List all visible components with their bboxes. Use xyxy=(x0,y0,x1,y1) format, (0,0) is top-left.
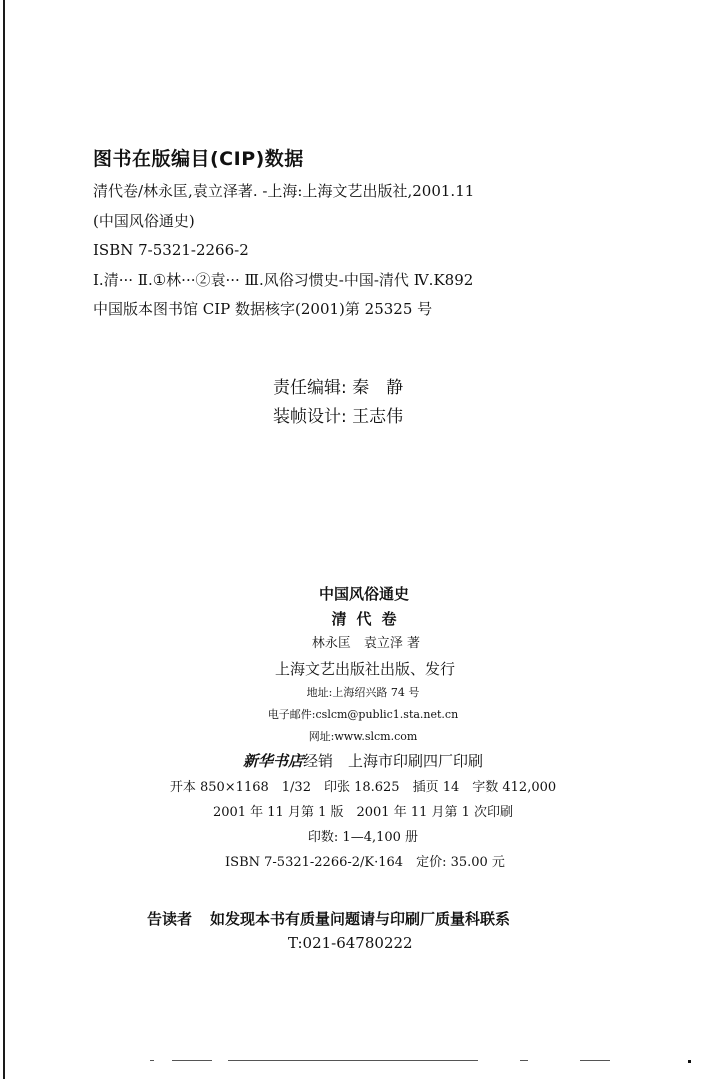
scan-artifact xyxy=(172,1060,212,1061)
notice-line xyxy=(147,908,510,929)
publisher-website: 网址:www.slcm.com xyxy=(308,730,418,743)
print-run: 印数: 1—4,100 册 xyxy=(307,830,419,845)
distribution-printer: 经销 上海市印刷四厂印刷 xyxy=(303,752,484,770)
print-specs: 开本 850×1168 1/32 印张 18.625 插页 14 字数 412,000 xyxy=(169,780,557,795)
scan-artifact xyxy=(228,1060,478,1061)
authors: 林永匡 袁立泽 著 xyxy=(311,636,421,651)
reader-notice xyxy=(147,908,510,929)
cip-line-title-author: 清代卷/林永匡,袁立泽著. -上海:上海文艺出版社,2001.11 xyxy=(93,182,475,200)
cip-line-series: (中国风俗通史) xyxy=(93,211,195,230)
cip-block xyxy=(93,144,474,325)
editor-credit: 责任编辑: 秦 静 xyxy=(273,378,404,398)
designer-credit: 装帧设计: 王志伟 xyxy=(273,407,404,427)
cip-title: 图书在版编目(CIP)数据 xyxy=(93,148,304,170)
isbn-price: ISBN 7-5321-2266-2/K·164 定价: 35.00 元 xyxy=(225,855,505,870)
cip-line-classification: Ⅰ.清··· Ⅱ.①林···②袁··· Ⅲ.风俗习惯史-中国-清代 Ⅳ.K892 xyxy=(93,270,474,289)
scan-artifact xyxy=(520,1060,528,1061)
scan-artifact xyxy=(688,1060,691,1063)
notice-label: 告读者 xyxy=(147,910,193,928)
notice-telephone: T:021-64780222 xyxy=(288,934,413,952)
edition-info: 2001 年 11 月第 1 版 2001 年 11 月第 1 次印刷 xyxy=(212,805,514,820)
cip-line-catalog-number: 中国版本图书馆 CIP 数据核字(2001)第 25325 号 xyxy=(93,300,433,318)
publisher-email: 电子邮件:cslcm@public1.sta.net.cn xyxy=(267,708,459,721)
publisher-address: 地址:上海绍兴路 74 号 xyxy=(306,686,420,699)
staff-credits xyxy=(273,374,403,432)
page-edge-line xyxy=(3,0,5,1079)
distribution-line xyxy=(6,748,720,775)
notice-text: 如发现本书有质量问题请与印刷厂质量科联系 xyxy=(210,910,511,928)
scan-artifact xyxy=(580,1060,610,1061)
cip-line-isbn: ISBN 7-5321-2266-2 xyxy=(93,241,249,259)
scan-artifact xyxy=(150,1060,154,1061)
publisher: 上海文艺出版社出版、发行 xyxy=(274,660,455,678)
distributor-logo-text: 新华书店 xyxy=(242,752,303,770)
colophon xyxy=(0,582,720,875)
volume-title: 清代卷 xyxy=(331,610,407,628)
series-title: 中国风俗通史 xyxy=(318,585,409,603)
